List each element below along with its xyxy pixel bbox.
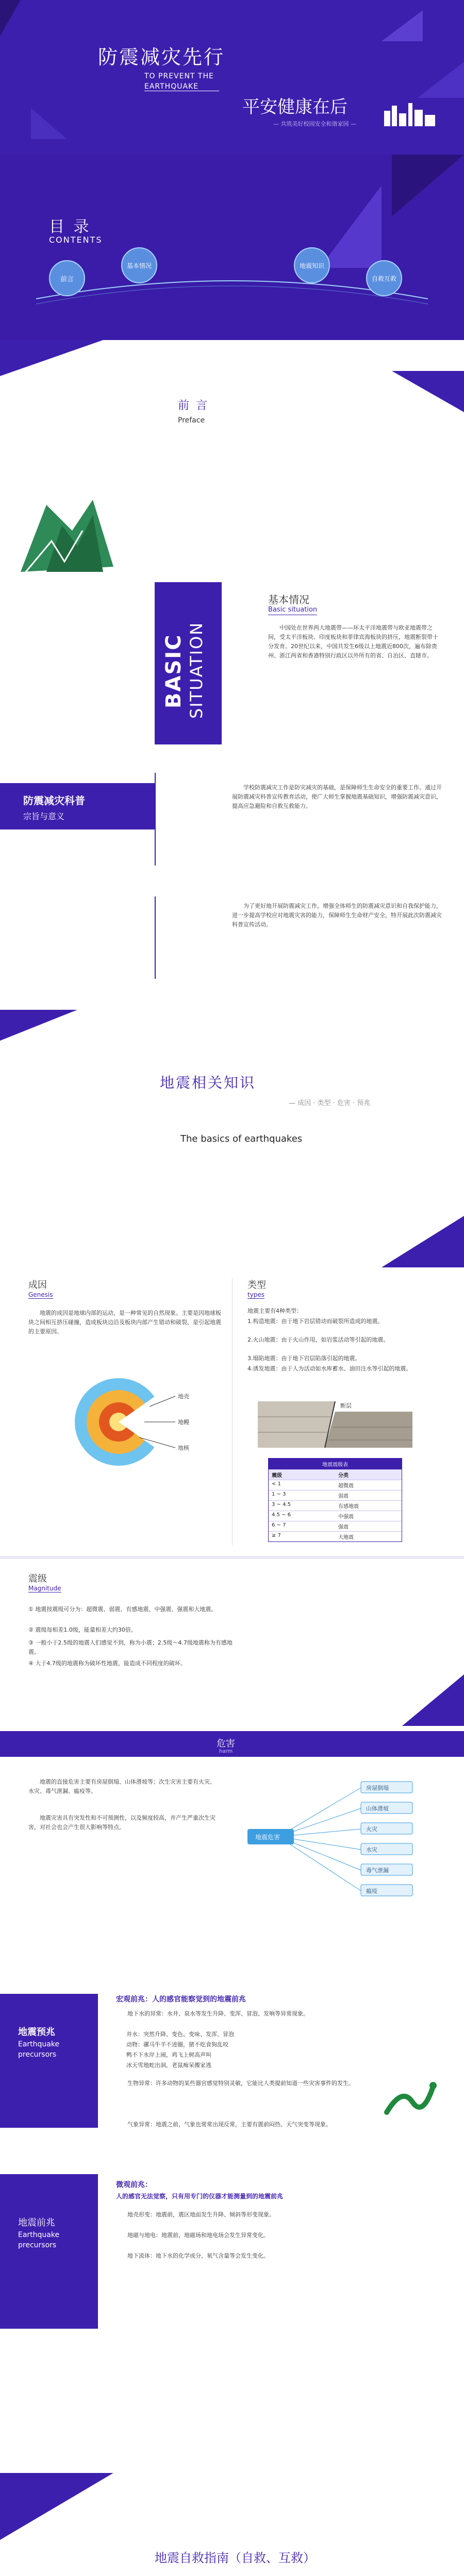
toc-item-label: 地震知识 xyxy=(299,262,324,269)
cover-subtitle-en2: EARTHQUAKE xyxy=(144,82,219,91)
table-cell: 3 ~ 4.5 xyxy=(272,1502,291,1507)
magnitude-item: ① 地震按震级可分为：超微震、弱震、有感地震、中强震、强震和大地震。 xyxy=(28,1606,217,1613)
decor-triangle xyxy=(0,2473,113,2540)
precursor-paragraph: 生物异常：许多动物的某些器官感觉特别灵敏，它能比人类提前知道一些灾害事件的发生。 xyxy=(127,2080,354,2087)
knowledge-en: The basics of earthquakes xyxy=(180,1133,303,1144)
toc-item-3[interactable] xyxy=(294,247,330,283)
decor-triangle xyxy=(418,62,464,98)
school-label-1: 防震减灾科普 xyxy=(23,794,85,807)
school-label-2: 宗旨与意义 xyxy=(23,811,65,821)
cover-tagline: — 共筑美好校园安全和谐家园 — xyxy=(273,121,356,127)
fault-label: 断层 xyxy=(340,1402,352,1409)
mindmap-node-label: 房屋倒塌 xyxy=(366,1785,389,1791)
precursor-paragraph: 地磁与地电：地震前，地磁场和地电场会发生异常变化。 xyxy=(127,2232,269,2239)
magnitude-item: ④ 大于4.7级的地震称为破坏性地震，能造成不同程度的破坏。 xyxy=(28,1660,186,1667)
precursor-heading-1: 宏观前兆：人的感官能察觉到的地震前兆 xyxy=(116,1995,246,2004)
precursor-paragraph: 地壳形变：地震前，震区地面发生升降、倾斜等形变现象。 xyxy=(127,2211,275,2218)
earth-label-mantle: 地幔 xyxy=(178,1419,189,1426)
genesis-types-section xyxy=(0,1267,464,1556)
precursor-label-en: Earthquake xyxy=(18,2231,60,2239)
city-skyline-icon xyxy=(382,100,438,126)
decor-triangle xyxy=(31,108,67,139)
mindmap-node-label: 瘟疫 xyxy=(366,1888,377,1894)
preface-title: 前 言 xyxy=(178,399,209,412)
harm-title: 危害 xyxy=(217,1738,235,1749)
table-row xyxy=(269,1490,402,1500)
precursor-paragraph: 气象异常：地震之前，气象也常常出现反常，主要有震前闷热、天气突变等现象。 xyxy=(127,2121,332,2128)
harm-en: harm xyxy=(219,1749,233,1754)
types-title: 类型 xyxy=(247,1280,266,1291)
mindmap-node-label: 毒气泄漏 xyxy=(366,1867,389,1874)
cover-title: 防震减灾先行 xyxy=(98,46,225,69)
school-divider xyxy=(155,896,156,979)
table-cell: < 1 xyxy=(272,1481,281,1487)
table-cell: 大地震 xyxy=(338,1535,354,1540)
precursor-heading-2: 微观前兆： xyxy=(116,2181,152,2189)
table-cell: 4.5 ~ 6 xyxy=(272,1512,291,1518)
fault-diagram-icon xyxy=(258,1391,412,1448)
school-divider xyxy=(155,773,156,866)
mindmap-node-label: 山体滑坡 xyxy=(366,1805,389,1812)
harm-paragraph-2: 地震灾害具有突发性和不可预测性，以及频度较高，并产生严重次生灾害，对社会也会产生很大影响等特点。 xyxy=(28,1815,216,1831)
table-cell: 中强震 xyxy=(338,1514,354,1520)
knowledge-title: 地震相关知识 xyxy=(160,1074,256,1091)
cracked-ground-icon xyxy=(15,495,119,577)
basic-en: Basic situation xyxy=(268,606,317,615)
decor-triangle xyxy=(0,1010,77,1041)
table-cell: 6 ~ 7 xyxy=(272,1522,286,1528)
harm-section xyxy=(0,1726,464,1973)
earth-label-core: 地核 xyxy=(178,1445,189,1451)
knowledge-section xyxy=(0,1010,464,1267)
toc-item-label: 前言 xyxy=(60,275,74,283)
earth-layers-icon xyxy=(72,1370,206,1473)
basic-section xyxy=(0,582,464,773)
toc-section xyxy=(0,155,464,340)
basic-vertical-text-1: BASIC xyxy=(162,634,186,708)
school-section xyxy=(0,773,464,1010)
precursor-paragraph: 地下流体：地下水的化学成分、氡气含量等会发生变化。 xyxy=(127,2252,269,2259)
mindmap-node-label: 火灾 xyxy=(366,1826,377,1833)
types-item: 1.构造地震：由于地下岩层错动而破裂所造成的地震。 xyxy=(247,1318,384,1325)
precursor-label-en: precursors xyxy=(18,2050,57,2059)
decor-triangle xyxy=(382,10,423,41)
toc-en: CONTENTS xyxy=(49,235,103,245)
precursor-section xyxy=(0,1973,464,2473)
toc-item-4[interactable] xyxy=(366,260,402,296)
table-cell: 1 ~ 3 xyxy=(272,1492,286,1497)
table-cell: 超微震 xyxy=(338,1483,354,1489)
snake-icon xyxy=(382,2066,438,2123)
types-item: 4.诱发地震：由于人为活动如水库蓄水、油田注水等引起的地震。 xyxy=(247,1365,412,1372)
table-cell: 强震 xyxy=(338,1524,349,1530)
magnitude-section xyxy=(0,1556,464,1726)
precursor-paragraph: 地下水的异常：水井、泉水等发生升降、变浑、冒泡、发响等异常现象。 xyxy=(127,2010,309,2017)
preface-en: Preface xyxy=(178,416,205,425)
precursor-label-en: precursors xyxy=(18,2241,57,2249)
precursor-label-cn: 地震预兆 xyxy=(18,2027,55,2038)
precursor-item: 动物：骡马牛羊不进圈，猪不吃食狗乱咬 xyxy=(126,2041,228,2048)
toc-title: 目 录 xyxy=(49,218,91,236)
basic-title: 基本情况 xyxy=(268,594,309,606)
cover-subtitle-en1: TO PREVENT THE xyxy=(144,72,214,80)
types-item: 2.火山地震：由于火山作用，如岩浆活动等引起的地震。 xyxy=(247,1336,389,1343)
decor-triangle xyxy=(0,0,21,36)
table-cell: 有感地震 xyxy=(338,1504,359,1510)
precursor-item: 冰天雪地蛇出洞，老鼠痴呆搬家逃 xyxy=(126,2062,211,2069)
magnitude-item: ② 震级每相差1.0级，能量相差大约30倍。 xyxy=(28,1626,137,1633)
basic-vertical-bar xyxy=(155,582,222,744)
toc-item-label: 基本情况 xyxy=(126,262,152,269)
precursor-label-en: Earthquake xyxy=(18,2040,60,2048)
section-divider xyxy=(0,1556,464,1559)
harm-paragraph-1: 地震的直接危害主要有房屋倒塌、山体滑坡等；次生灾害主要有火灾、水灾、毒气泄漏、瘟疫等。 xyxy=(28,1778,216,1794)
table-row xyxy=(269,1511,402,1521)
basic-paragraph: 中国处在世界两大地震带——环太平洋地震带与欧亚地震带之间，受太平洋板块、印度板块和菲律宾海板块的挤压，地震断裂带十分发育。20世纪以来，中国共发生6级以上地震近800次，遍布除贵州、浙江两省和香港特别行政区以外所有的省、自治区、直辖市。 xyxy=(268,624,438,659)
school-paragraph-2: 为了更好地开展防震减灾工作，增强全体师生的防震减灾意识和自我保护能力，进一步提高学校应对地震灾害的能力，保障师生生命财产安全，特开展此次防震减灾科普宣传活动。 xyxy=(232,903,442,928)
basic-vertical-text-2: SITUATION xyxy=(187,621,206,719)
precursor-heading-2b: 人的感官无法觉察，只有用专门的仪器才能测量到的地震前兆 xyxy=(116,2193,284,2200)
mindmap-node-label: 水灾 xyxy=(366,1846,377,1853)
table-row xyxy=(269,1500,402,1511)
school-paragraph-1: 学校防震减灾工作是防灾减灾的基础，是保障师生生命安全的重要工作。通过开展防震减灾科普宣传教育活动，使广大师生掌握地震基础知识，增强防震减灾意识，提高应急避险和自救互救能力。 xyxy=(232,784,442,809)
earth-label-crust: 地壳 xyxy=(178,1393,189,1400)
types-item: 3.塌陷地震：由于地下岩层陷落引起的地震。 xyxy=(247,1355,361,1362)
magnitude-table xyxy=(268,1458,402,1542)
table-row xyxy=(269,1480,402,1490)
table-title: 地震震级表 xyxy=(269,1459,402,1469)
types-intro: 地震主要有4种类型： xyxy=(247,1308,302,1314)
decor-triangle xyxy=(392,371,464,412)
types-en: types xyxy=(247,1291,265,1298)
school-label-box xyxy=(0,783,155,829)
toc-item-label: 自救互救 xyxy=(371,275,396,282)
precursor-label-cn: 地震前兆 xyxy=(18,2217,55,2228)
precursor-item: 鸭不下水岸上闹，鸡飞上树高声叫 xyxy=(126,2052,211,2058)
magnitude-title: 震级 xyxy=(28,1573,47,1584)
toc-item-2[interactable] xyxy=(121,247,157,283)
table-row xyxy=(269,1531,402,1541)
selfrescue-section xyxy=(0,2473,464,2576)
genesis-en: Genesis xyxy=(28,1291,53,1298)
toc-item-1[interactable] xyxy=(49,260,85,296)
mindmap-center: 地震危害 xyxy=(255,1834,280,1841)
decor-triangle xyxy=(0,340,103,376)
table-row xyxy=(269,1469,402,1480)
table-row xyxy=(269,1521,402,1531)
precursor-label-1 xyxy=(0,1994,98,2128)
table-cell: 弱震 xyxy=(338,1494,349,1499)
decor-triangle xyxy=(392,155,464,216)
precursor-item: 井水：突然升降、变色、变味、发浑、冒泡 xyxy=(126,2031,234,2038)
column-divider xyxy=(232,1278,233,1546)
selfrescue-title: 地震自救指南（自救、互救） xyxy=(155,2551,316,2565)
harm-mindmap xyxy=(242,1772,438,1901)
table-cell: 分类 xyxy=(338,1473,349,1479)
table-cell: ≥ 7 xyxy=(272,1533,281,1538)
precursor-label-2 xyxy=(0,2174,98,2329)
genesis-paragraph: 地震的成因是地球内部的运动，是一种常见的自然现象。主要是因地球板块之间相互挤压碰撞，造成板块边沿及板块内部产生错动和破裂，是引起地震的主要原因。 xyxy=(28,1310,221,1335)
decor-triangle xyxy=(382,1216,464,1267)
preface-section xyxy=(0,340,464,582)
magnitude-item: ③ 一般小于2.5级的地震人们感觉不到，称为小震；2.5级～4.7级地震称为有感地震。 xyxy=(28,1639,233,1655)
cover-section xyxy=(0,0,464,155)
genesis-title: 成因 xyxy=(28,1280,47,1291)
knowledge-sub: — 成因 · 类型 · 危害 · 预兆 xyxy=(289,1099,371,1107)
magnitude-en: Magnitude xyxy=(28,1585,61,1592)
decor-triangle xyxy=(402,1674,464,1726)
table-cell: 震级 xyxy=(272,1473,282,1479)
cover-title2: 平安健康在后 xyxy=(242,97,347,117)
